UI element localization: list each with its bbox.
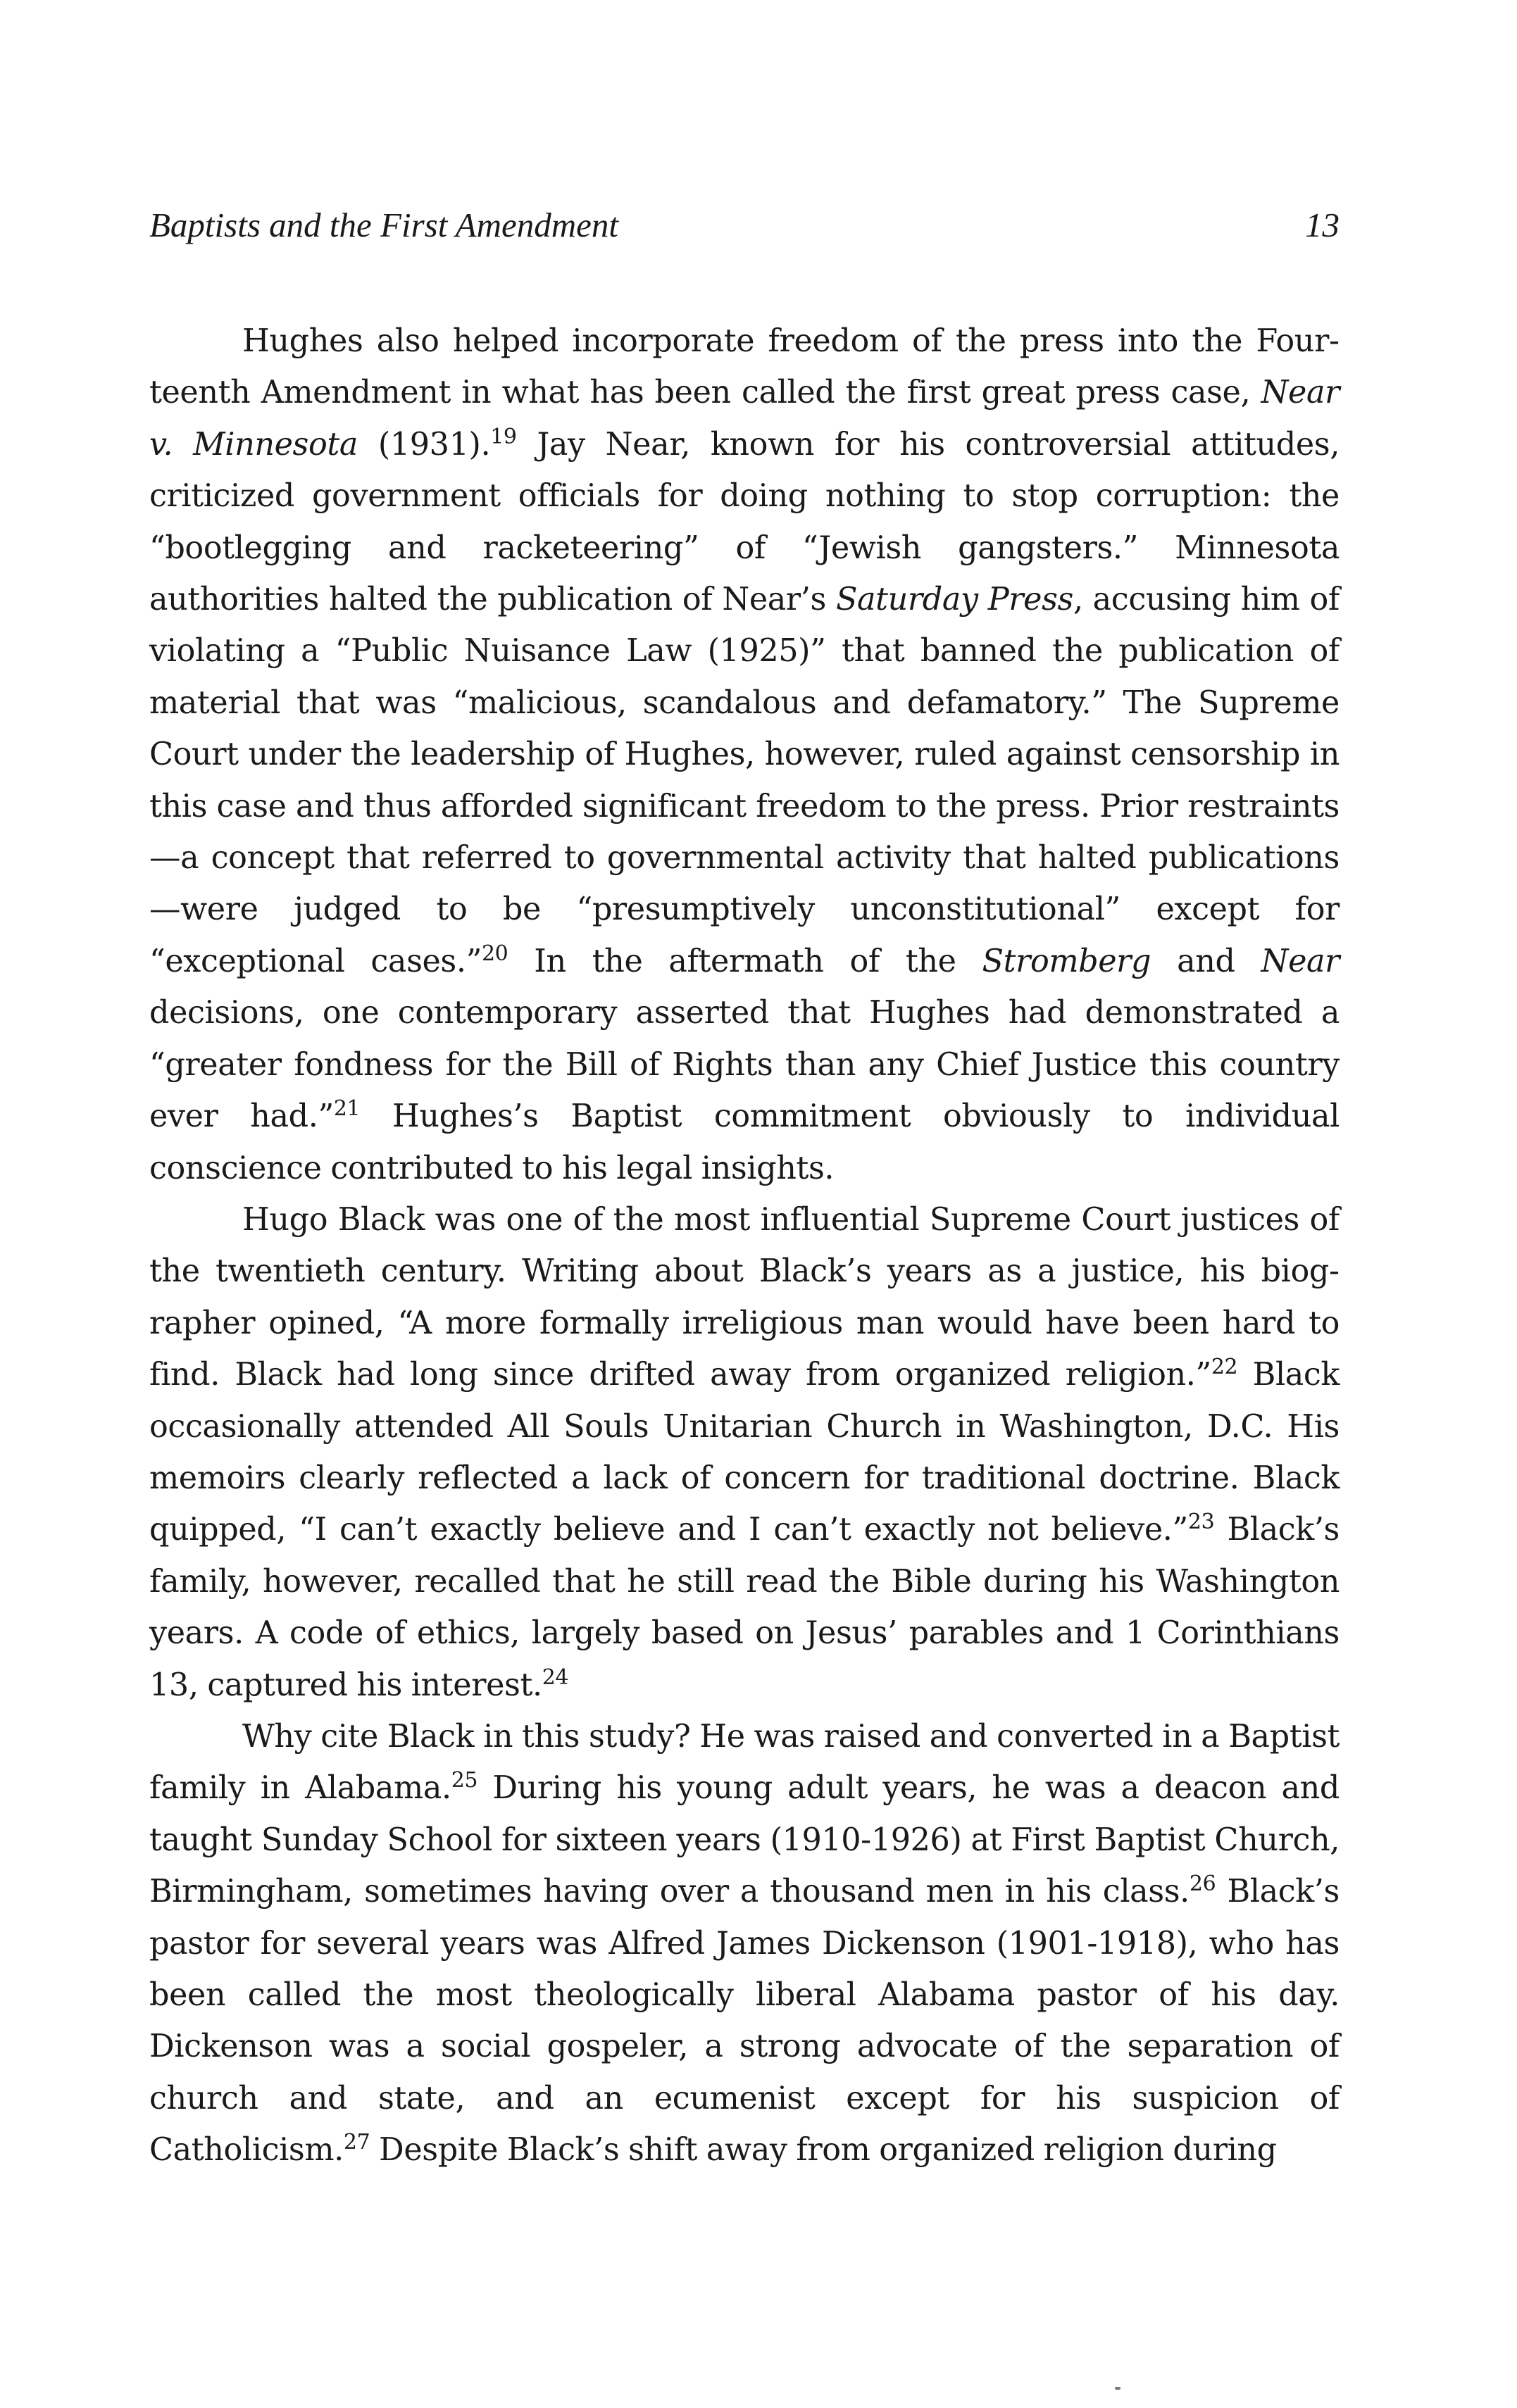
text-segment: Black occasionally attended All Souls Unitarian Church in Washington, D.C. His memoirs clearly reflected a lack of concern for traditional doctrine. Black quipped, “I can’t exactly believe and I can’t exactly not believe.” xyxy=(149,1357,1340,1548)
footnote-ref-24: 24 xyxy=(542,1664,569,1690)
footnote-ref-27: 27 xyxy=(343,2130,370,2155)
text-segment: Black’s pastor for several years was Alfred James Dickenson (1901-1918), who has been called the most theologically liberal Alabama pastor of his day. Dickenson was a social gospeler, a strong advocate of the separation of church and state, and an ecumenist except for his suspicion of Catholicism. xyxy=(149,1874,1340,2169)
text-segment: , accusing him of violating a “Public Nuisance Law (1925)” that banned the publication of material that was “malicious, scandalous and defamatory.” The Supreme Court under the leadership of Hughes, however, ruled against censorship in this case and thus afforded significant freedom to the press. Prior restraints—a concept that referred to governmental activity that halted publications—were judged to be “presumptively unconstitutional” except for “exceptional cases.” xyxy=(149,582,1340,979)
book-page xyxy=(149,0,1340,2408)
footnote-ref-20: 20 xyxy=(481,941,508,967)
footnote-ref-26: 26 xyxy=(1189,1871,1216,1897)
text-segment: Jay Near, known for his controversial attitudes, criticized government officials for doing nothing to stop corruption: the “bootlegging and racketeering” of “Jewish gangsters.” Minnesota authorities halted the publication of Near’s xyxy=(149,426,1340,618)
body-text xyxy=(149,315,1340,2176)
text-segment: During his young adult years, he was a deacon and taught Sunday School for sixteen years (1910-1926) at First Baptist Church, Birmingham, sometimes having over a thousand men in his class. xyxy=(149,1770,1340,1910)
text-segment: Why cite Black in this study? He was raised and converted in a Baptist family in Alabama. xyxy=(149,1718,1340,1807)
text-segment: and xyxy=(1151,943,1261,979)
text-segment: Hughes’s Baptist commitment obviously to individual conscience contributed to his legal insights. xyxy=(149,1098,1340,1186)
page-number: 13 xyxy=(1305,206,1340,244)
footnote-ref-21: 21 xyxy=(333,1096,361,1122)
case-name-near: Near xyxy=(1261,943,1340,979)
case-name-near-v-minnesota: Near v. Minnesota xyxy=(149,375,1340,463)
text-segment: (1931). xyxy=(357,426,491,463)
footnote-ref-22: 22 xyxy=(1211,1355,1238,1380)
footnote-ref-23: 23 xyxy=(1187,1510,1215,1535)
text-segment: In the aftermath of the xyxy=(508,943,982,979)
publication-saturday-press: Saturday Press xyxy=(835,582,1073,618)
running-head xyxy=(149,204,1340,246)
case-name-stromberg: Stromberg xyxy=(982,943,1151,979)
paragraph-hughes-press xyxy=(149,315,1340,1194)
paragraph-hugo-black xyxy=(149,1194,1340,1711)
text-segment: Hughes also helped incorporate freedom of the press into the Fourteenth Amendment in what has been called the first great press case, xyxy=(149,323,1340,411)
text-segment: Black’s family, however, recalled that he still read the Bible during his Washington years. A code of ethics, largely based on Jesus’ parables and 1 Corinthians 13, captured his interest. xyxy=(149,1512,1340,1703)
paragraph-why-cite-black xyxy=(149,1711,1340,2176)
scan-speck xyxy=(1115,2387,1120,2390)
text-segment: Hugo Black was one of the most influential Supreme Court justices of the twentieth century. Writing about Black’s years as a justice, his biographer opined, “A more formally irreligious man would have been hard to find. Black had long since drifted away from organized religion.” xyxy=(149,1201,1340,1393)
text-segment: decisions, one contemporary asserted that Hughes had demonstrated a “greater fondness for the Bill of Rights than any Chief Justice this country ever had.” xyxy=(149,995,1340,1135)
running-title: Baptists and the First Amendment xyxy=(149,206,618,244)
footnote-ref-25: 25 xyxy=(451,1768,478,1793)
footnote-ref-19: 19 xyxy=(490,424,517,449)
text-segment: Despite Black’s shift away from organized religion during xyxy=(370,2132,1277,2169)
